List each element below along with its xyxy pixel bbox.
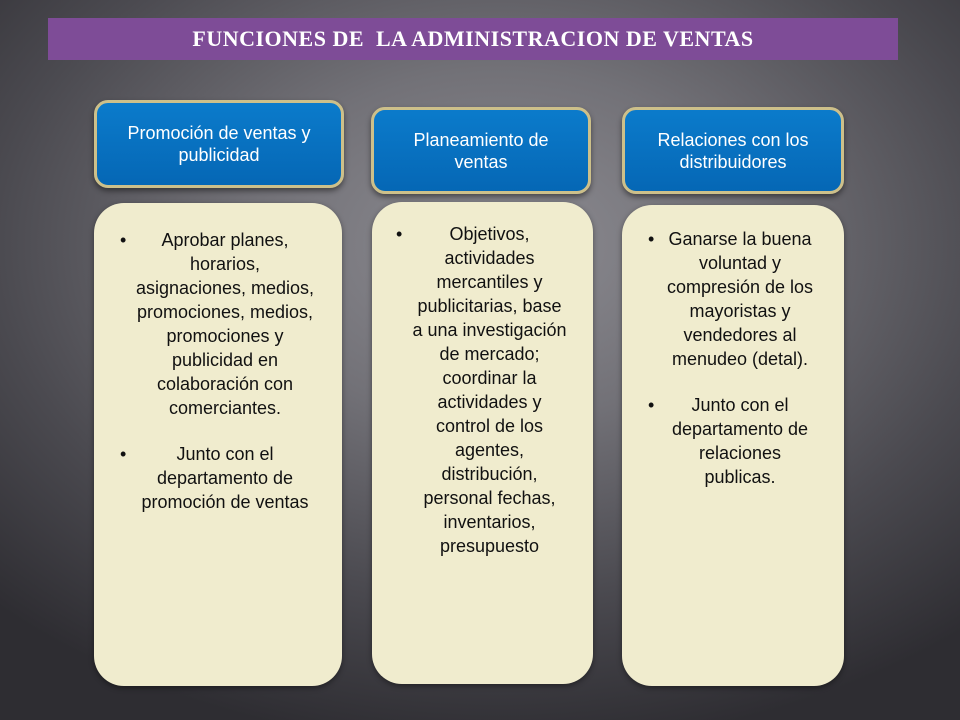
column-header-label: Promoción de ventas y publicidad <box>127 123 311 165</box>
page-title: FUNCIONES DE LA ADMINISTRACION DE VENTAS <box>192 26 754 51</box>
bullet-item: • Aprobar planes, horarios, asignaciones, medios, promociones, medios, promociones y publicidad en colaboración con comerciantes. <box>120 228 316 420</box>
bullet-list <box>396 222 569 558</box>
bullet-list <box>120 228 316 514</box>
column-card-promocion <box>94 203 342 686</box>
bullet-item: • Junto con el departamento de promoción de ventas <box>120 442 316 514</box>
column-card-relaciones <box>622 205 844 686</box>
bullet-list <box>648 227 818 489</box>
bullet-item: • Junto con el departamento de relaciones publicas. <box>648 393 818 489</box>
column-header-planeamiento <box>371 107 591 194</box>
bullet-item: • Ganarse la buena voluntad y compresión de los mayoristas y vendedores al menudeo (detal). <box>648 227 818 371</box>
column-card-planeamiento <box>372 202 593 684</box>
column-header-label: Relaciones con los distribuidores <box>657 129 809 172</box>
bullet-item: • Objetivos, actividades mercantiles y publicitarias, base a una investigación de mercado; coordinar la actividades y control de los agentes, distribución, personal fechas, inventarios, presupuesto <box>396 222 569 558</box>
column-header-promocion <box>94 100 344 188</box>
title-bar <box>48 18 898 60</box>
column-header-relaciones <box>622 107 844 194</box>
column-header-label: Planeamiento de ventas <box>413 129 549 172</box>
